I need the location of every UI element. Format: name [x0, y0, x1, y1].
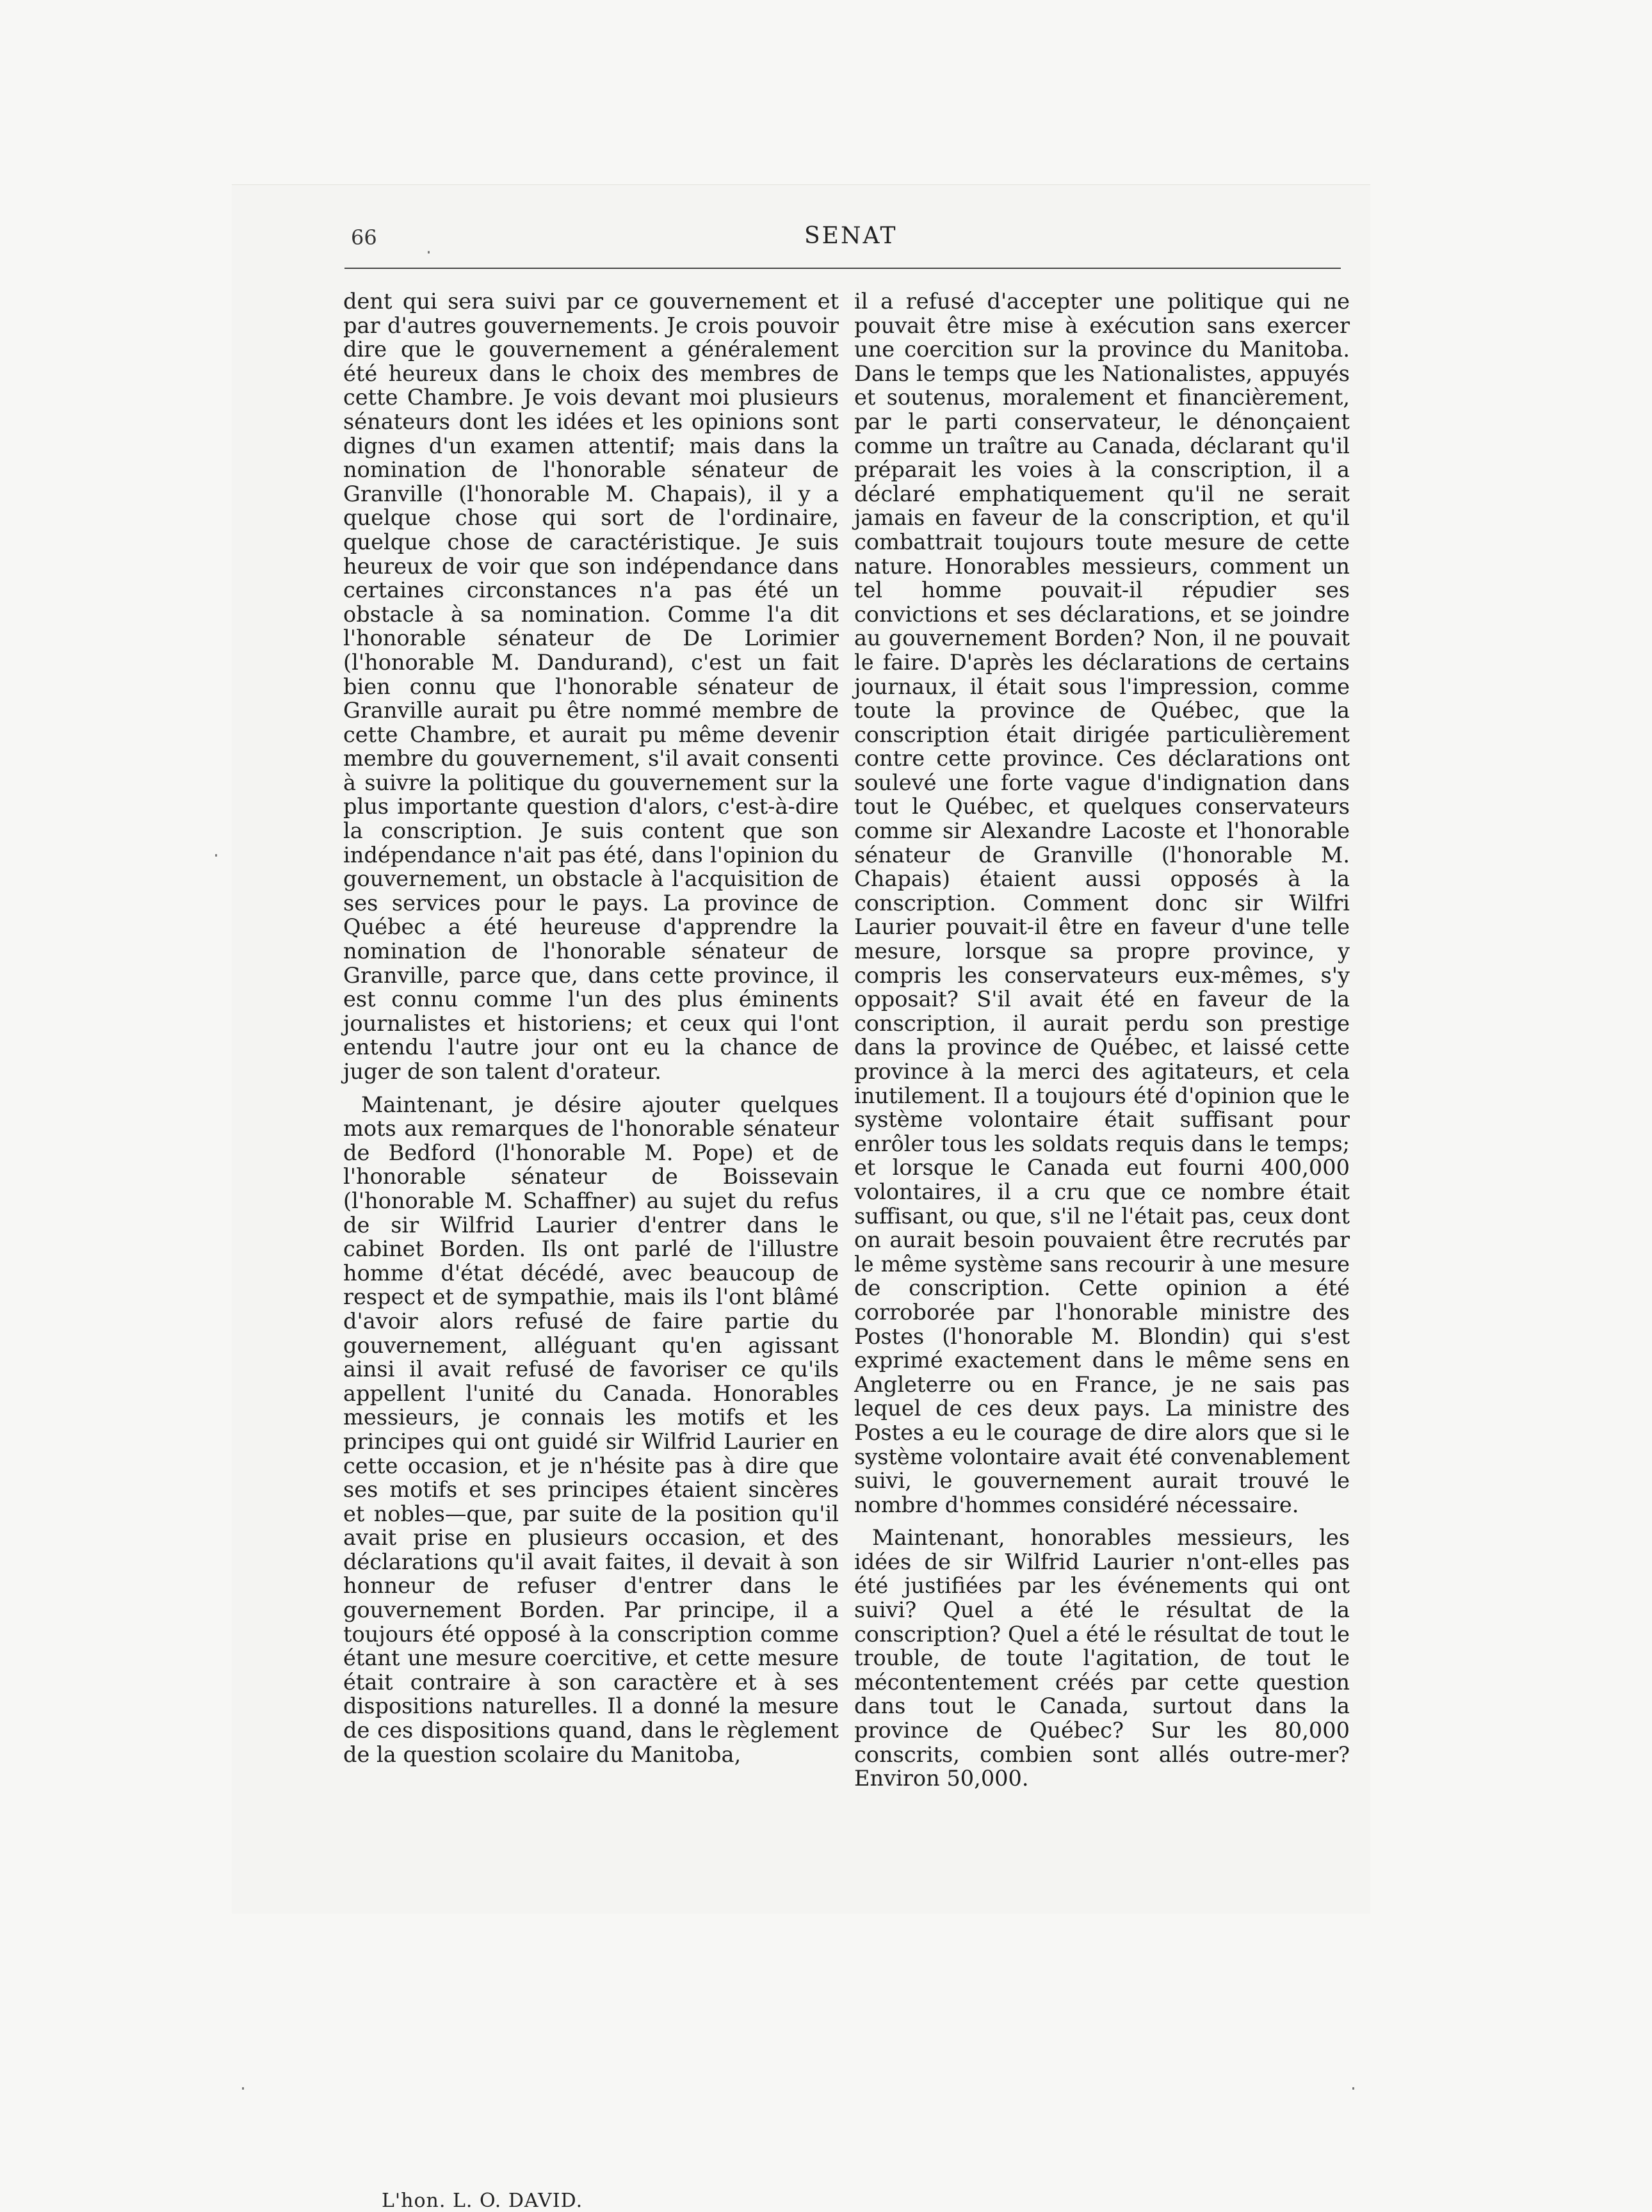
- scan-speck: [1352, 2087, 1354, 2090]
- scan-speck: [215, 854, 217, 857]
- scan-speck: [428, 251, 430, 254]
- page-number: 66: [351, 225, 377, 250]
- page-title: SENAT: [804, 223, 898, 249]
- scan-speck: [242, 2087, 244, 2090]
- speaker-footer: L'hon. L. O. DAVID.: [382, 2190, 583, 2212]
- left-paragraph-2: Maintenant, je désire ajouter quelques mots aux remarques de l'honorable sénateur de Bedford (l'honorable M. Pope) et de l'honorable sénateur de Boissevain (l'honorable M. Schaffner) au sujet du refus de sir Wilfrid Laurier d'entrer dans le cabinet Borden. Ils ont parlé de l'illustre homme d'état décédé, avec beaucoup de respect et de sympathie, mais ils l'ont blâmé d'avoir alors refusé de faire partie du gouvernement, alléguant qu'en agissant ainsi il avait refusé de favoriser ce qu'ils appellent l'unité du Canada. Honorables messieurs, je connais les motifs et les principes qui ont guidé sir Wilfrid Laurier en cette occasion, et je n'hésite pas à dire que ses motifs et ses principes étaient sincères et nobles—que, par suite de la position qu'il avait prise en plusieurs occasion, et des déclarations qu'il avait faites, il devait à son honneur de refuser d'entrer dans le gouvernement Borden. Par principe, il a toujours été opposé à la conscription comme étant une mesure coercitive, et cette mesure était contraire à son caractère et à ses dispositions naturelles. Il a donné la mesure de ces dispositions quand, dans le règlement de la question scolaire du Manitoba,: [343, 1092, 839, 1767]
- header-divider: [344, 268, 1341, 269]
- right-paragraph-1: il a refusé d'accepter une politique qui ne pouvait être mise à exécution sans exercer une coercition sur la province du Manitoba. Dans le temps que les Nationalistes, appuyés et soutenus, moralement et financièrement, par le parti conservateur, le dénonçaient comme un traître au Canada, déclarant qu'il préparait les voies à la conscription, il a déclaré emphatiquement qu'il ne serait jamais en faveur de la conscription, et qu'il combattrait toujours toute mesure de cette nature. Honorables messieurs, comment un tel homme pouvait-il répudier ses convictions et ses déclarations, et se joindre au gouvernement Borden? Non, il ne pouvait le faire. D'après les déclarations de certains journaux, il était sous l'impression, comme toute la province de Québec, que la conscription était dirigée particulièrement contre cette province. Ces déclarations ont soulevé une forte vague d'indignation dans tout le Québec, et quelques conservateurs comme sir Alexandre Lacoste et l'honorable sénateur de Granville (l'honorable M. Chapais) étaient aussi opposés à la conscription. Comment donc sir Wilfri Laurier pouvait-il être en faveur d'une telle mesure, lorsque sa propre province, y compris les conservateurs eux-mêmes, s'y opposait? S'il avait été en faveur de la conscription, il aurait perdu son prestige dans la province de Québec, et laissé cette province à la merci des agitateurs, et cela inutilement. Il a toujours été d'opinion que le système volontaire était suffisant pour enrôler tous les soldats requis dans le temps; et lorsque le Canada eut fourni 400,000 volontaires, il a cru que ce nombre était suffisant, ou que, s'il ne l'était pas, ceux dont on aurait besoin pouvaient être recrutés par le même système sans recourir à une mesure de conscription. Cette opinion a été corroborée par l'honorable ministre des Postes (l'honorable M. Blondin) qui s'est exprimé exactement dans le même sens en Angleterre ou en France, je ne sais pas lequel de ces deux pays. La ministre des Postes a eu le courage de dire alors que si le système volontaire avait été convenablement suivi, le gouvernement aurait trouvé le nombre d'hommes considéré nécessaire.: [854, 289, 1350, 1517]
- right-paragraph-2: Maintenant, honorables messieurs, les idées de sir Wilfrid Laurier n'ont-elles pas été justifiées par les événements qui ont suivi? Quel a été le résultat de la conscription? Quel a été le résultat de tout le trouble, de toute l'agitation, de tout le mécontentement créés par cette question dans tout le Canada, surtout dans la province de Québec? Sur les 80,000 conscrits, combien sont allés outre-mer? Environ 50,000.: [854, 1525, 1350, 1791]
- left-paragraph-1: dent qui sera suivi par ce gouvernement et par d'autres gouvernements. Je crois pouvoir dire que le gouvernement a généralement été heureux dans le choix des membres de cette Chambre. Je vois devant moi plusieurs sénateurs dont les idées et les opinions sont dignes d'un examen attentif; mais dans la nomination de l'honorable sénateur de Granville (l'honorable M. Chapais), il y a quelque chose qui sort de l'ordinaire, quelque chose de caractéristique. Je suis heureux de voir que son indépendance dans certaines circonstances n'a pas été un obstacle à sa nomination. Comme l'a dit l'honorable sénateur de De Lorimier (l'honorable M. Dandurand), c'est un fait bien connu que l'honorable sénateur de Granville aurait pu être nommé membre de cette Chambre, et aurait pu même devenir membre du gouvernement, s'il avait consenti à suivre la politique du gouvernement sur la plus importante question d'alors, c'est-à-dire la conscription. Je suis content que son indépendance n'ait pas été, dans l'opinion du gouvernement, un obstacle à l'acquisition de ses services pour le pays. La province de Québec a été heureuse d'apprendre la nomination de l'honorable sénateur de Granville, parce que, dans cette province, il est connu comme l'un des plus éminents journalistes et historiens; et ceux qui l'ont entendu l'autre jour ont eu la chance de juger de son talent d'orateur.: [343, 289, 839, 1084]
- right-column: [854, 289, 1350, 1791]
- left-column: [343, 289, 839, 1766]
